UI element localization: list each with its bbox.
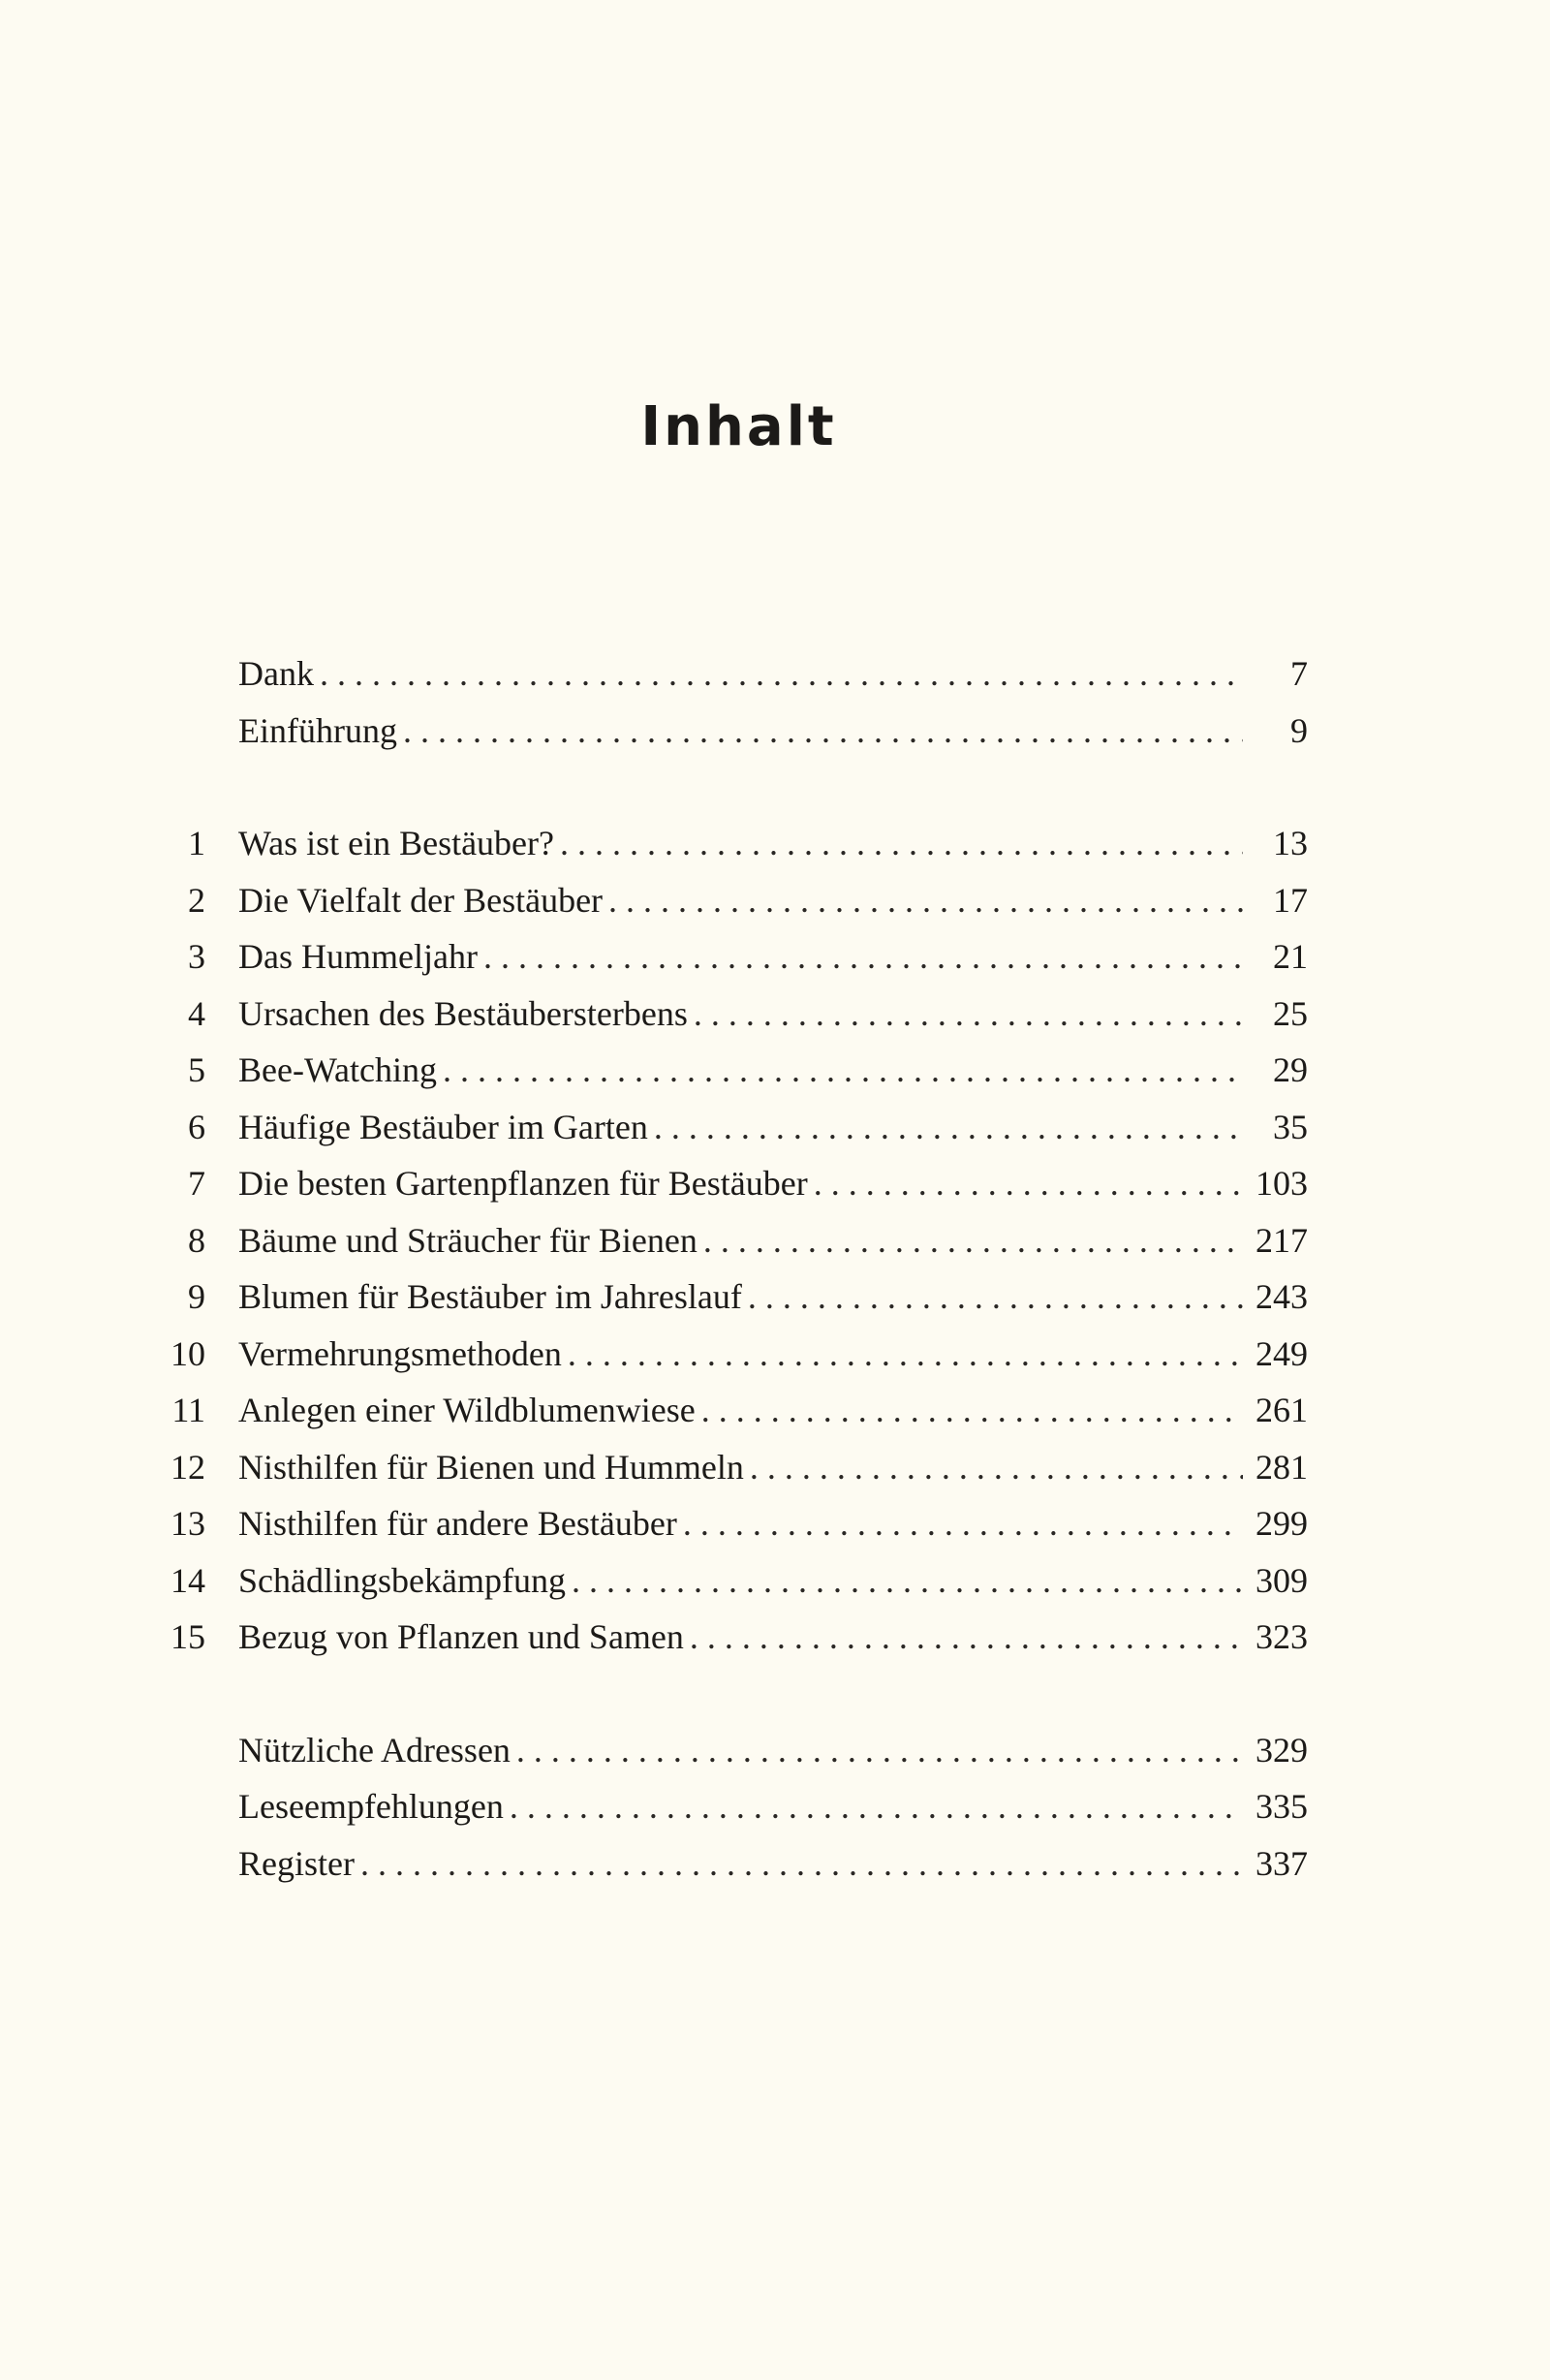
entry-leader [238, 815, 1243, 872]
page-number: 281 [1256, 1447, 1308, 1487]
dot-leader [572, 1552, 1243, 1610]
entry-leader [238, 986, 1243, 1043]
entry-title: Dank [238, 654, 314, 693]
entry-leader [238, 1155, 1243, 1212]
entry-title: Nisthilfen für andere Bestäuber [238, 1504, 677, 1543]
chapter-number: 11 [171, 1391, 205, 1429]
toc-entry[interactable] [136, 1552, 1308, 1610]
entry-leader [238, 1439, 1243, 1496]
toc-entry[interactable] [136, 1268, 1308, 1326]
page-number: 7 [1290, 654, 1308, 693]
dot-leader [403, 703, 1243, 760]
back-matter-group [136, 1722, 1308, 1893]
entry-title: Bezug von Pflanzen und Samen [238, 1617, 684, 1656]
page-number: 25 [1273, 993, 1308, 1033]
chapter-number: 13 [170, 1504, 205, 1543]
page-number: 243 [1256, 1277, 1308, 1316]
chapter-number: 8 [188, 1220, 205, 1260]
chapter-number: 12 [170, 1447, 205, 1487]
page-number: 21 [1273, 937, 1308, 976]
chapter-number: 5 [188, 1050, 205, 1089]
entry-leader [238, 1722, 1243, 1779]
page-number: 323 [1256, 1617, 1308, 1656]
chapter-number: 9 [188, 1277, 205, 1316]
chapter-number: 4 [188, 993, 205, 1033]
chapter-number: 15 [170, 1617, 205, 1656]
table-of-contents [136, 645, 1308, 1892]
chapter-number: 7 [188, 1164, 205, 1203]
dot-leader [608, 872, 1243, 929]
dot-leader [703, 1212, 1243, 1269]
dot-leader [701, 1382, 1243, 1439]
toc-entry[interactable] [136, 703, 1308, 760]
entry-title: Nützliche Adressen [238, 1730, 511, 1769]
dot-leader [320, 645, 1243, 703]
entry-leader [238, 872, 1243, 929]
entry-leader [238, 1099, 1243, 1156]
entry-title: Bee-Watching [238, 1050, 438, 1089]
toc-entry[interactable] [136, 1382, 1308, 1439]
entry-title: Einführung [238, 710, 397, 750]
entry-title: Nisthilfen für Bienen und Hummeln [238, 1447, 744, 1487]
entry-leader [238, 1268, 1243, 1326]
toc-entry[interactable] [136, 645, 1308, 703]
entry-title: Schädlingsbekämpfung [238, 1560, 566, 1600]
entry-leader [238, 928, 1243, 986]
entry-title: Ursachen des Bestäubersterbens [238, 993, 688, 1033]
page-number: 261 [1256, 1391, 1308, 1429]
page-number: 299 [1256, 1504, 1308, 1543]
dot-leader [360, 1835, 1243, 1893]
dot-leader [568, 1326, 1243, 1383]
page-number: 217 [1256, 1220, 1308, 1260]
entry-title: Anlegen einer Wildblumenwiese [238, 1391, 696, 1429]
toc-entry[interactable] [136, 986, 1308, 1043]
dot-leader [516, 1722, 1243, 1779]
page-number: 103 [1256, 1164, 1308, 1203]
dot-leader [748, 1268, 1243, 1326]
page-title: Inhalt [640, 395, 837, 458]
entry-leader [238, 1552, 1243, 1610]
chapter-number: 10 [170, 1333, 205, 1373]
chapter-number: 14 [170, 1560, 205, 1600]
dot-leader [814, 1155, 1243, 1212]
page-number: 13 [1273, 824, 1308, 862]
entry-leader [238, 1382, 1243, 1439]
front-matter-group [136, 645, 1308, 759]
dot-leader [560, 815, 1243, 872]
chapters-group [136, 815, 1308, 1666]
toc-entry[interactable] [136, 1439, 1308, 1496]
dot-leader [654, 1099, 1243, 1156]
page-number: 249 [1256, 1333, 1308, 1373]
entry-leader [238, 1495, 1243, 1552]
entry-title: Bäume und Sträucher für Bienen [238, 1220, 698, 1260]
entry-leader [238, 1778, 1243, 1835]
entry-leader [238, 1835, 1243, 1893]
toc-entry[interactable] [136, 1495, 1308, 1552]
dot-leader [443, 1042, 1243, 1099]
chapter-number: 6 [188, 1107, 205, 1146]
chapter-number: 1 [188, 824, 205, 862]
entry-title: Die besten Gartenpflanzen für Bestäuber [238, 1164, 808, 1203]
toc-entry[interactable] [136, 1212, 1308, 1269]
page-number: 309 [1256, 1560, 1308, 1600]
toc-entry[interactable] [136, 1042, 1308, 1099]
entry-leader [238, 1609, 1243, 1666]
entry-leader [238, 1326, 1243, 1383]
entry-title: Das Hummeljahr [238, 937, 478, 976]
page-number: 335 [1256, 1787, 1308, 1826]
toc-entry[interactable] [136, 1099, 1308, 1156]
entry-leader [238, 1042, 1243, 1099]
page-number: 9 [1290, 710, 1308, 750]
entry-title: Leseempfehlungen [238, 1787, 504, 1826]
page-number: 29 [1273, 1050, 1308, 1089]
toc-entry[interactable] [136, 1609, 1308, 1666]
toc-entry[interactable] [136, 1155, 1308, 1212]
dot-leader [510, 1778, 1243, 1835]
entry-title: Blumen für Bestäuber im Jahreslauf [238, 1277, 742, 1316]
entry-leader [238, 645, 1243, 703]
toc-entry[interactable] [136, 1778, 1308, 1835]
toc-entry[interactable] [136, 872, 1308, 929]
page-number: 17 [1273, 880, 1308, 920]
dot-leader [683, 1495, 1243, 1552]
entry-title: Register [238, 1843, 355, 1883]
entry-leader [238, 703, 1243, 760]
page-number: 35 [1273, 1107, 1308, 1146]
toc-entry[interactable] [136, 815, 1308, 872]
dot-leader [694, 986, 1243, 1043]
toc-entry[interactable] [136, 1835, 1308, 1893]
entry-leader [238, 1212, 1243, 1269]
page-number: 329 [1256, 1730, 1308, 1769]
chapter-number: 3 [188, 937, 205, 976]
dot-leader [690, 1609, 1243, 1666]
dot-leader [750, 1439, 1243, 1496]
entry-title: Häufige Bestäuber im Garten [238, 1107, 648, 1146]
entry-title: Was ist ein Bestäuber? [238, 824, 555, 862]
toc-entry[interactable] [136, 1722, 1308, 1779]
toc-entry[interactable] [136, 1326, 1308, 1383]
entry-title: Vermehrungsmethoden [238, 1333, 562, 1373]
toc-entry[interactable] [136, 928, 1308, 986]
entry-title: Die Vielfalt der Bestäuber [238, 880, 604, 920]
page-number: 337 [1256, 1843, 1308, 1883]
dot-leader [483, 928, 1243, 986]
chapter-number: 2 [188, 880, 205, 920]
